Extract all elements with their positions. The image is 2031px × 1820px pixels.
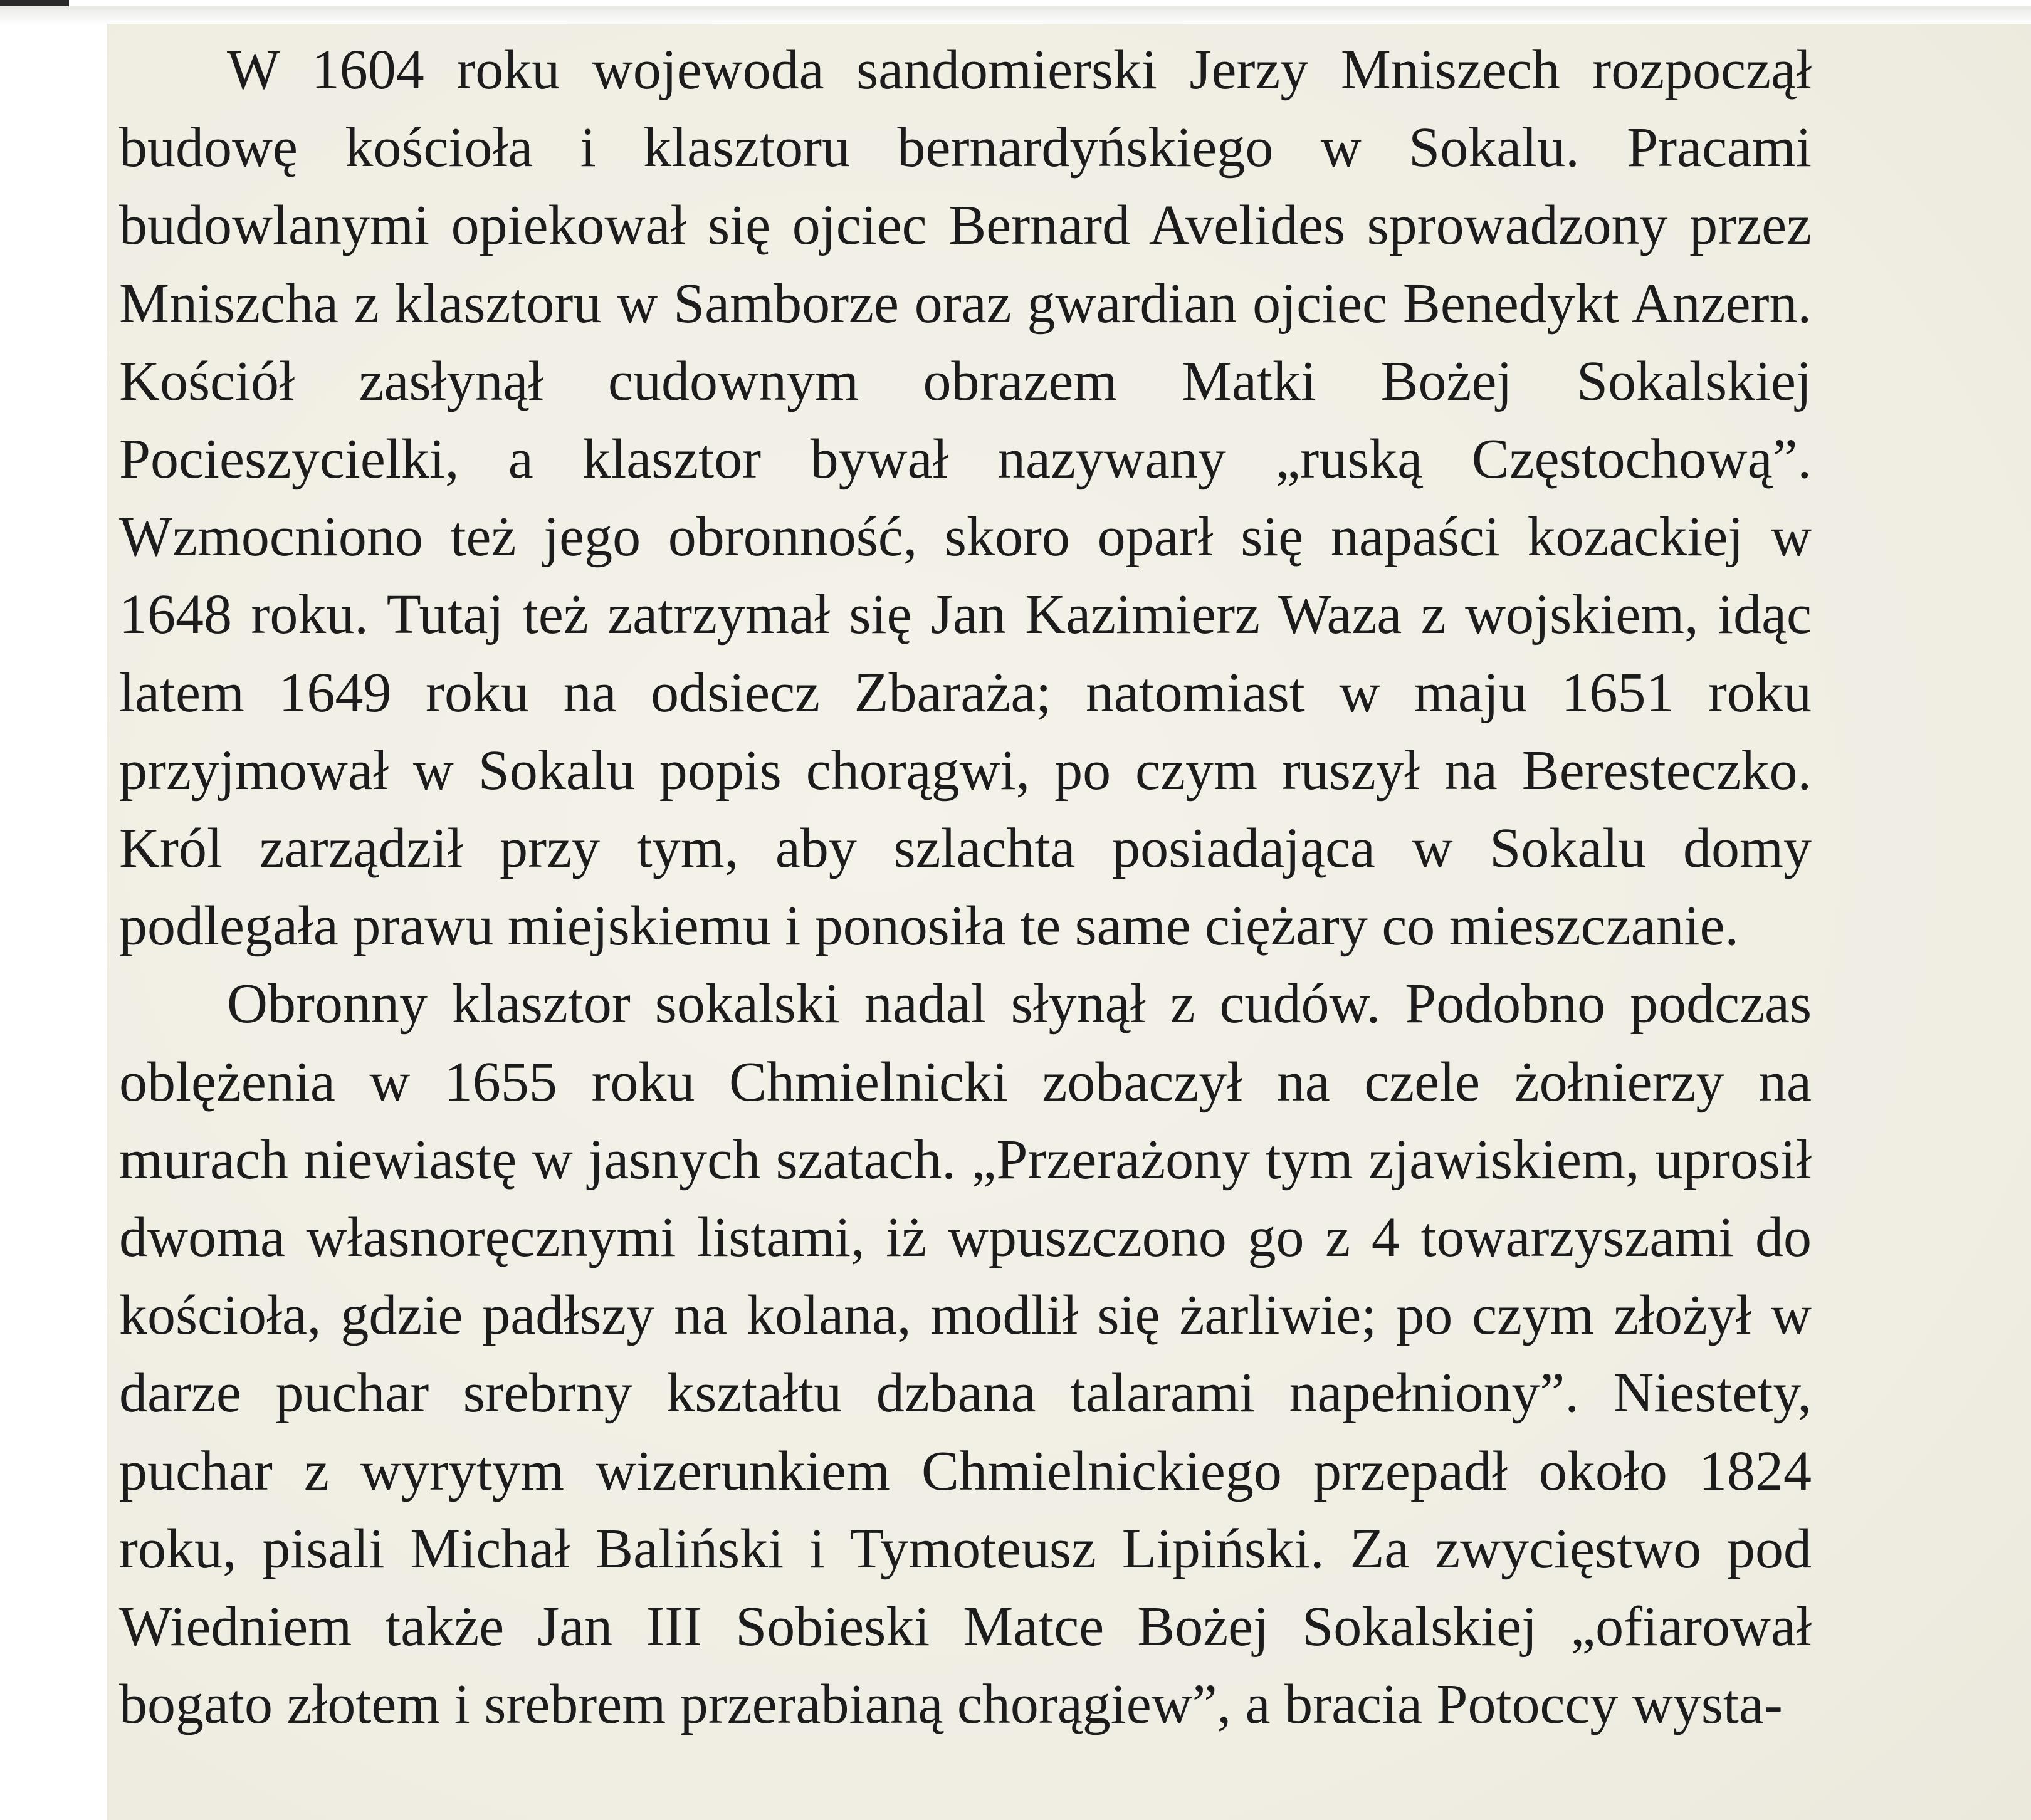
book-page bbox=[107, 24, 2031, 1820]
scan-background bbox=[0, 6, 2031, 25]
paragraph-monastery-miracles: Obronny klasztor sokalski nadal słynął z cudów. Podobno podczas oblężenia w 1655 roku Chmielnicki zobaczył na czele żołnierzy na murach niewiastę w jasnych szatach. „Przerażony tym zjawiskiem, uprosił dwoma własnoręcznymi listami, iż wpuszczono go z 4 towarzyszami do kościoła, gdzie padłszy na kolana, modlił się żarliwie; po czym złożył w darze puchar srebrny kształtu dzbana talarami napełniony”. Niestety, puchar z wyrytym wizerunkiem Chmielnickiego przepadł około 1824 roku, pisali Michał Baliński i Tymoteusz Lipiński. Za zwycięstwo pod Wiedniem także Jan III Sobieski Matce Bożej Sokalskiej „ofiarował bogato złotem i srebrem przerabianą chorągiew”, a bracia Potoccy wysta- bbox=[119, 973, 1812, 1736]
body-text bbox=[119, 31, 1812, 1744]
paragraph-sokal-monastery-history: W 1604 roku wojewoda sandomierski Jerzy Mniszech rozpoczął budowę kościoła i klasztoru bernardyńskiego w Sokalu. Pracami budowlanymi opiekował się ojciec Bernard Avelides sprowadzony przez Mniszcha z klasztoru w Samborze oraz gwardian ojciec Benedykt Anzern. Kościół zasłynął cudownym obrazem Matki Bożej Sokalskiej Pocieszycielki, a klasztor bywał nazywany „ruską Częstochową”. Wzmocniono też jego obronność, skoro oparł się napaści kozackiej w 1648 roku. Tutaj też zatrzymał się Jan Kazimierz Waza z wojskiem, idąc latem 1649 roku na odsiecz Zbaraża; natomiast w maju 1651 roku przyjmował w Sokalu popis chorągwi, po czym ruszył na Beresteczko. Król zarządził przy tym, aby szlachta posiadająca w Sokalu domy podlegała prawu miejskiemu i ponosiła te same ciężary co mieszczanie. bbox=[119, 39, 1812, 958]
scan-edge-mark bbox=[0, 0, 69, 6]
